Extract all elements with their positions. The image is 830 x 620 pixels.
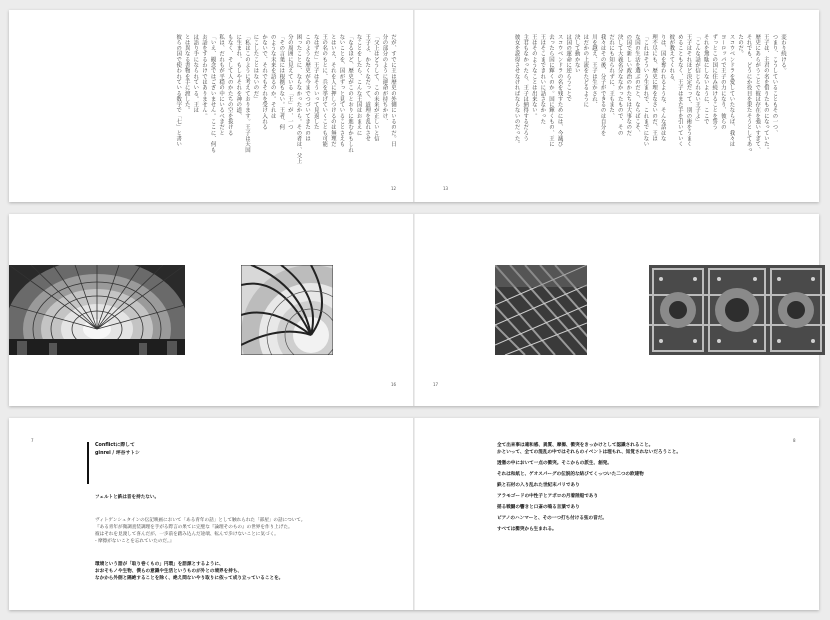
text-column: のような未来を語るのか。それは: [269, 34, 276, 119]
page-8: [415, 418, 819, 610]
text-column: の国で新しい政治のかたちは大事なのだ: [625, 34, 632, 136]
page-number: 16: [391, 382, 397, 387]
text-column: とは異なる書物を手に渡した。: [183, 34, 190, 114]
mashrabiya-panel-photo: [649, 265, 825, 355]
text-column: 主君もなかったら、王子は納得するだろう: [522, 34, 529, 142]
text-column: つまり、こうしていることもその一つ、: [771, 34, 778, 136]
page-16: [9, 214, 413, 406]
quote-line: 『ある青年が微調査装調理を手がる際言の果てに完璧な『論理そのもの』の世界を作り上げた。: [95, 525, 293, 530]
text-column: 去ったら国に輝くのか。国に輝くもの、王に: [547, 34, 554, 147]
title-rule: [87, 442, 89, 484]
text-column: 分の周囲に見えている「王」が、一つ: [286, 34, 293, 131]
text-column: 王子よ、かたくなだって、道理を乱れさせ: [364, 34, 371, 142]
text-column: スコウベンドラの名を残すためには、今滅び: [556, 34, 563, 147]
essay-author: ginrei / 坪谷サトシ: [95, 451, 140, 456]
text-column: このような歴史が今までつづいてきたのは: [304, 34, 311, 142]
vertical-text-right: [437, 34, 787, 174]
page-number: 8: [793, 438, 796, 443]
text-column: 分の部分のように運命が持ちかけ、: [381, 34, 388, 125]
text-column: 「なるほど、歴史がこのとおりに進むかもしれ: [347, 34, 354, 153]
page-number: 12: [391, 186, 397, 191]
text-column: ヨーロッパで王子の力になり、彼らの: [719, 34, 726, 131]
text-column: は語り手になられている。王は: [192, 34, 199, 114]
text-column: 決して動かない: [573, 34, 580, 74]
page-number: 7: [31, 438, 34, 443]
text-line: すべては衝突から生まれる。: [497, 527, 557, 532]
text-column: 王の名のもとに、兵を挙げていくことも可能: [321, 34, 328, 147]
text-column: 王子は、主君の名を借りたものになっていた。: [762, 34, 769, 153]
text-column: は国の運命に逆らうことで: [565, 34, 572, 102]
page-number: 17: [433, 382, 439, 387]
text-line: 透徹の中において一点の衝突。そこからの派生、創発。: [497, 461, 612, 466]
text-column: 王はそのようなことは出来ない。: [530, 34, 537, 119]
text-line: 揺る戦闘の響きと口斎の鳴る言葉であり: [497, 505, 580, 510]
text-column: 理不尽にも、歴史に理をなさいのだ、王は: [651, 34, 658, 142]
page-12: [9, 10, 413, 202]
text-line: それは和紙と、ゲオスパーグの伝説的な結びてくっついた二つの欧建物: [497, 472, 644, 477]
text-column: 彼女を説得させなければならないのだった。: [513, 34, 520, 147]
paragraph-line: なかから外側と隔絶することを除く、絶え間ないやり取りに依って成り立っていることを。: [95, 576, 284, 581]
text-column: それでも、どうにか役目を果たそうとしてあっ: [745, 34, 752, 153]
spiral-ceiling-photo: [241, 265, 333, 355]
text-column: 「私はこのように考えております。王子は天国: [243, 34, 250, 153]
text-line: ピアノのハンマーと、その一つ打ち付ける弦の音だ。: [497, 516, 607, 521]
spread-2: [9, 214, 819, 406]
text-column: とはいえ、それを人に押しつけるのは無理だ: [329, 34, 336, 147]
paragraph-line: 環境という語が「取り巻くもの」円環」を語源とするように、: [95, 562, 224, 567]
vertical-text-left: [87, 34, 397, 174]
page-7: [9, 418, 413, 610]
quote-block: [95, 517, 305, 545]
quote-line: - 摩擦がないことを忘れていたのだ。』: [95, 539, 174, 544]
text-column: 変わり続ける。: [780, 34, 786, 74]
text-column: 王子はそれほど決定だって、別の術をうまく: [685, 34, 692, 147]
paragraph-line: おおそもノや生物、僕らの意識や生活というものが外との境界を持ち、: [95, 569, 243, 574]
text-column: お話をするわけではありません。: [200, 34, 207, 119]
text-column: 王はそこまできれいに話さなかった: [539, 34, 546, 125]
text-column: それを無駄にしないように、ここで: [702, 34, 709, 125]
text-column: 私は、だれもが平穏の中にいるべきだと: [218, 34, 225, 136]
text-column: かないで、それでもそれを受け入れる: [261, 34, 268, 131]
page-13: [415, 10, 819, 202]
text-column: ずっとこの国に住み続けることを誓う: [711, 34, 718, 131]
text-column: もなく、そして人のかたちの空を抜ける: [226, 34, 233, 136]
text-column: 困ったことに、ならなかったから。その者は、父上: [295, 34, 302, 164]
text-column: はだかの上流をたどるように: [582, 34, 589, 108]
right-text-block: [497, 442, 681, 533]
essay-title: Conflictに際して: [95, 443, 135, 448]
page-number: 13: [443, 186, 449, 191]
text-column: 決して大義名分ななかったもので、その: [616, 34, 623, 136]
text-line: アラモゴードの中性子とアポロの月着陸船であり: [497, 494, 599, 499]
text-column: りは、国を奪われるような、そんな話はな: [659, 34, 666, 142]
spread-3: [9, 418, 819, 610]
text-column: な国の生活を選ぶのだと、ならばこそ、: [633, 34, 640, 136]
text-column: 「こんな話が信じられない王子よ」: [694, 34, 701, 125]
text-column: 「その言葉には根拠もない。王者、何: [278, 34, 285, 131]
lead-line: フェルトと鉄は音を持たない。: [95, 495, 160, 500]
spread-1: [9, 10, 819, 202]
text-column: 「いえ、観念ではございません。ここに、何も: [209, 34, 216, 153]
text-column: スコウベンドラを愛していたならば、我々は: [728, 34, 735, 147]
text-line: 全て出来事は違和感、異質、摩擦、衝突をきっかけとして認識されること。: [497, 443, 654, 448]
text-column: 彼らの国で使われている数字で「七」と書い: [175, 34, 182, 147]
text-column: 我々はその後、分子ができるのは自分を: [599, 34, 606, 136]
text-column: だが、すでに王は歴史の外側にいるのだ。日: [390, 34, 396, 147]
text-column: めることもなく、王子はまた手を引いていく: [676, 34, 683, 147]
text-column: 歴史にあらがうことで彼は存在を強いすぎて、: [754, 34, 761, 153]
text-column: に生まれ、もしやそれを神の道、: [235, 34, 242, 119]
text-line: かといって、全ての混乱の中ではそれらのイベントは埋もれ、知覚されないだろうこと。: [497, 450, 681, 455]
text-column: にこしたことはないのだ」: [252, 34, 259, 102]
text-column: 「これはそういう生まれで、これまでにない: [642, 34, 649, 147]
text-column: 川を越え、王子は生かされ、: [590, 34, 597, 108]
quote-line: 彼はそれを見渡して喜んだが、一歩前を踏み込んだ途端、転んで歩けないことに気づく。: [95, 532, 279, 537]
text-column: なことをしたら、こんな王国はおまえに: [355, 34, 362, 136]
text-line: 鉄と石材の入り乱れた世紀末パリであり: [497, 483, 580, 488]
quote-line: ヴィトゲンシュタインの伝記映画において「ある青年の話」として触れられた「部屋」の話について。: [95, 518, 306, 523]
text-column: たのだ。: [737, 34, 744, 57]
text-column: 「父上はどうして、この未来が正しいと信: [372, 34, 379, 142]
text-column: 彼が教えてくれる、: [668, 34, 675, 85]
page-17: [415, 214, 819, 406]
lattice-facade-photo: [495, 265, 587, 355]
dome-photo: [9, 265, 185, 355]
text-column: ないことを、国がずっと見ていることさえも: [338, 34, 345, 147]
text-column: なはずだ」王子はそういって見返した: [312, 34, 319, 131]
paragraph-block: [95, 561, 283, 582]
text-column: だれにも知られずに、王もまた、: [608, 34, 615, 119]
